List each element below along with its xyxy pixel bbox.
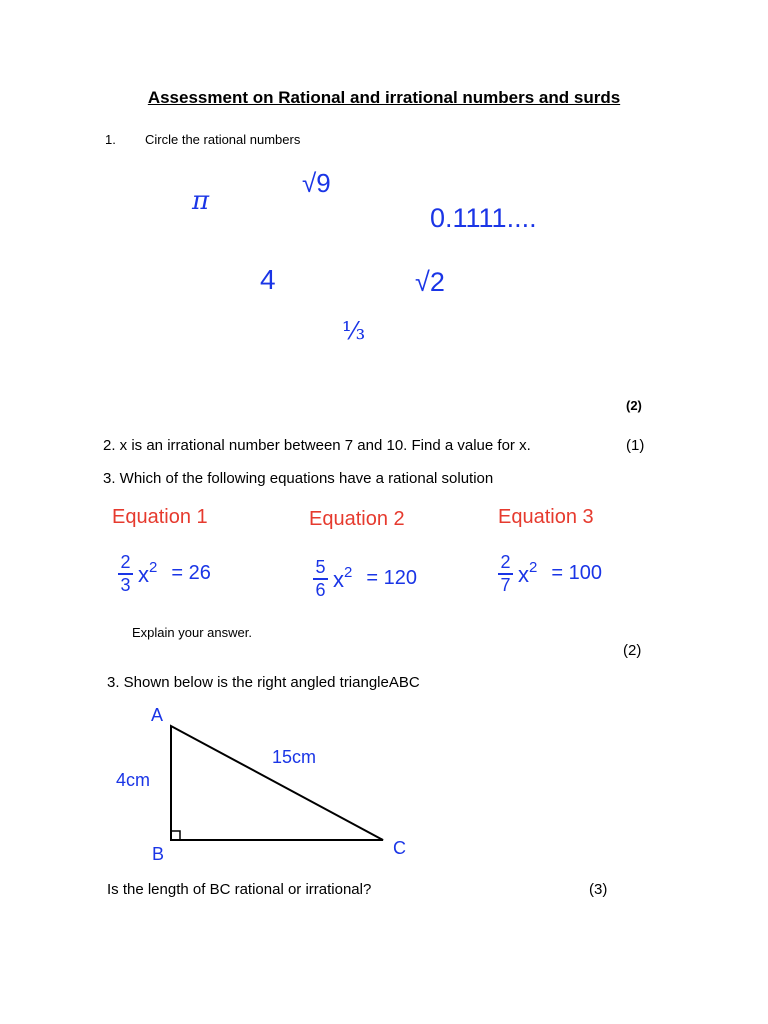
vertex-b-label: B <box>152 844 165 864</box>
vertex-a-label: A <box>151 705 164 725</box>
option-four: 4 <box>260 264 276 295</box>
equation-1-denominator: 3 <box>120 574 131 595</box>
page-title: Assessment on Rational and irrational numbers and surds <box>147 88 621 107</box>
explain-instruction: Explain your answer. <box>132 625 252 640</box>
equation-3-title: Equation 3 <box>498 506 594 528</box>
question-3-text: 3. Which of the following equations have a rational solution <box>103 470 494 487</box>
equation-1-rhs: = 26 <box>171 562 211 585</box>
equation-3-power: 2 <box>529 559 538 577</box>
equation-3-rhs: = 100 <box>551 562 602 585</box>
equation-1-title: Equation 1 <box>112 506 208 528</box>
option-recurring-decimal: 0.1111.... <box>430 203 537 233</box>
equation-1-x: x <box>138 562 149 588</box>
question-3-marks: (2) <box>623 642 642 659</box>
question-2-marks: (1) <box>626 437 645 454</box>
equation-2-power: 2 <box>344 564 353 582</box>
equation-3-x: x <box>518 562 529 588</box>
equation-2-x: x <box>333 567 344 593</box>
option-sqrt2: √2 <box>415 267 445 297</box>
equation-2-title: Equation 2 <box>309 508 405 530</box>
equation-2-denominator: 6 <box>315 579 326 600</box>
vertex-c-label: C <box>393 838 406 858</box>
side-ac-label: 15cm <box>272 747 317 767</box>
option-pi: π <box>192 186 210 216</box>
question-5-marks: (3) <box>589 881 608 898</box>
equation-2-rhs: = 120 <box>366 567 417 590</box>
question-4-text: 3. Shown below is the right angled triangleABC <box>107 674 420 691</box>
question-5-text: Is the length of BC rational or irrational? <box>107 881 372 898</box>
question-1-number: 1. <box>105 132 116 147</box>
equation-2-numerator: 5 <box>315 557 326 577</box>
option-one-third: ⅓ <box>342 317 366 345</box>
question-1-marks: (2) <box>626 398 642 413</box>
option-sqrt9: √9 <box>302 168 331 198</box>
equation-1-numerator: 2 <box>120 552 131 572</box>
side-ab-label: 4cm <box>116 770 151 790</box>
question-2-text: 2. x is an irrational number between 7 and 10. Find a value for x. <box>103 437 531 454</box>
equation-1-power: 2 <box>149 559 158 577</box>
question-1-text: Circle the rational numbers <box>145 132 301 147</box>
equation-3-denominator: 7 <box>500 574 511 595</box>
triangle-abc <box>171 726 383 840</box>
right-angle-marker <box>171 831 180 840</box>
equation-3-numerator: 2 <box>500 552 511 572</box>
